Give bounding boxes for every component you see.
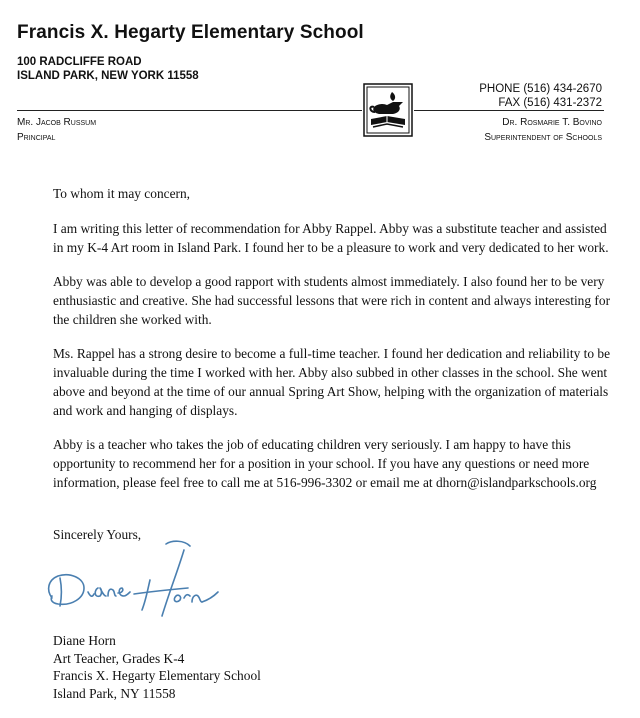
phone-number: PHONE (516) 434-2670 <box>479 83 602 95</box>
school-address <box>17 55 199 83</box>
school-name: Francis X. Hegarty Elementary School <box>17 22 364 43</box>
principal-block <box>17 115 96 145</box>
lamp-of-learning-icon <box>363 83 413 137</box>
letterhead-divider-right <box>414 110 604 111</box>
handwritten-signature <box>38 530 238 620</box>
sender-school: Francis X. Hegarty Elementary School <box>53 668 261 683</box>
address-line-street: 100 RADCLIFFE ROAD <box>17 56 142 68</box>
sender-name: Diane Horn <box>53 633 116 648</box>
letter-body <box>53 184 613 507</box>
paragraph-1: I am writing this letter of recommendation for Abby Rappel. Abby was a substitute teacher and assisted in my K-4 Art room in Island Park. I found her to be a pleasure to work and very dedicated to her work. <box>53 221 609 255</box>
fax-number: FAX (516) 431-2372 <box>498 97 602 109</box>
paragraph-4: Abby is a teacher who takes the job of educating children very seriously. I am happy to have this opportunity to recommend her for a position in your school. If you have any questions or need more information, please feel free to call me at 516-996-3302 or email me at dhorn@islandparkschools.org <box>53 437 597 490</box>
letterhead-divider-left <box>17 110 362 111</box>
superintendent-title: Superintendent of Schools <box>484 132 602 143</box>
superintendent-name: Dr. Rosmarie T. Bovino <box>502 117 602 128</box>
paragraph-3: Ms. Rappel has a strong desire to become a full-time teacher. I found her dedication and reliability to be invaluable during the time I worked with her. Abby also subbed in other classes in the school. She went above and beyond at the time of our annual Spring Art Show, helping with the organization of materials and work and hanging of displays. <box>53 346 611 418</box>
principal-title: Principal <box>17 132 56 143</box>
sender-city: Island Park, NY 11558 <box>53 685 176 701</box>
sender-block <box>53 632 261 702</box>
sender-title: Art Teacher, Grades K-4 <box>53 650 185 666</box>
paragraph-2: Abby was able to develop a good rapport with students almost immediately. I also found her to be very enthusiastic and creative. She had successful lessons that were rich in content and always interesting for the children she worked with. <box>53 274 611 327</box>
salutation: To whom it may concern, <box>53 186 191 201</box>
principal-name: Mr. Jacob Russum <box>17 117 97 128</box>
closing: Sincerely Yours, <box>53 527 142 542</box>
superintendent-block <box>484 115 602 145</box>
school-contact <box>479 82 602 110</box>
address-line-city: ISLAND PARK, NEW YORK 11558 <box>17 70 199 82</box>
